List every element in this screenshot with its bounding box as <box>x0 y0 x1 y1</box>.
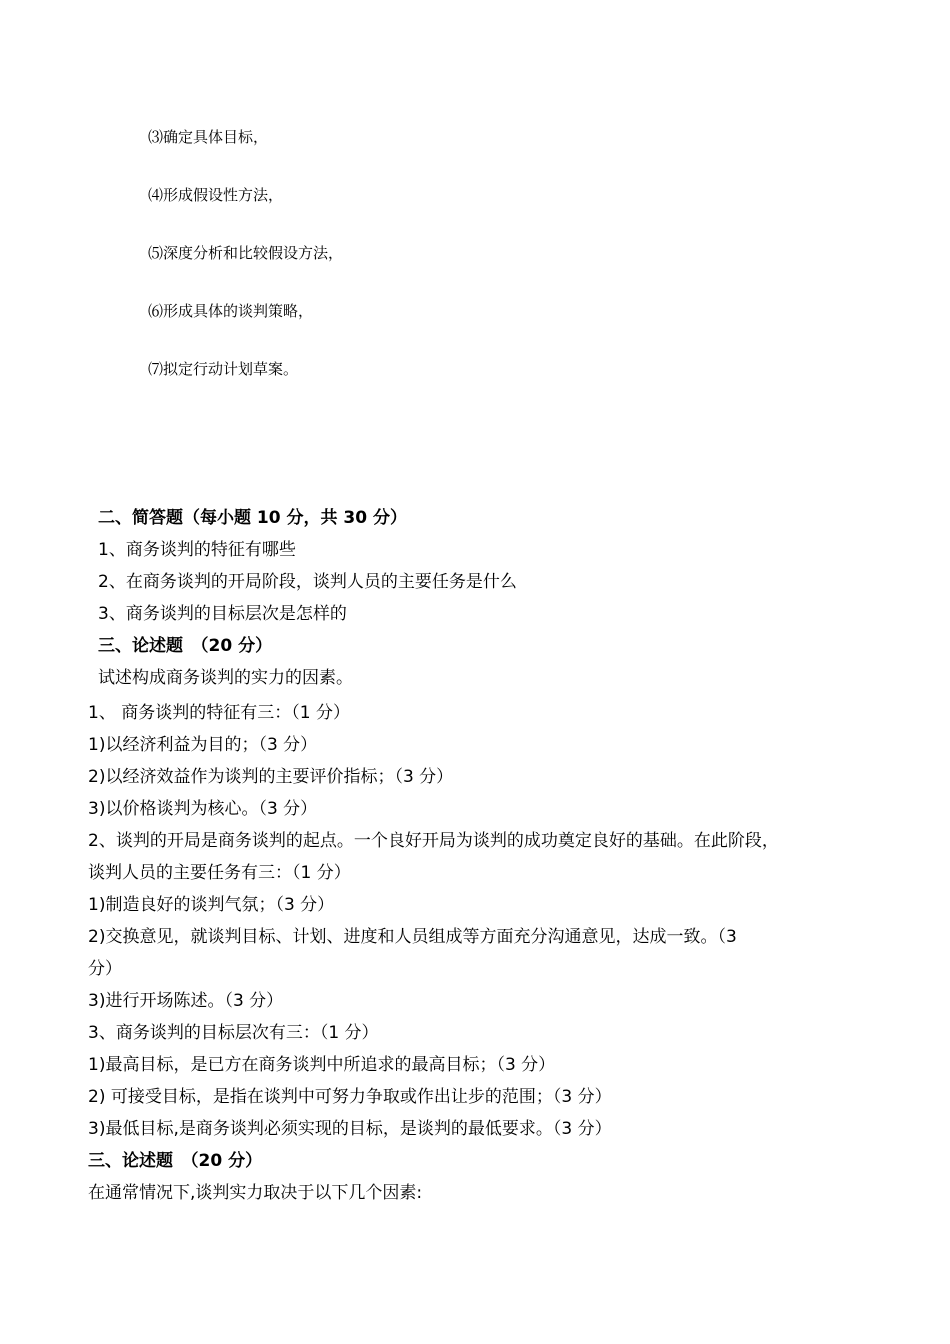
question-3: 3、商务谈判的目标层次是怎样的 <box>98 604 347 624</box>
answer-line: 3)进行开场陈述。（3 分） <box>88 991 284 1011</box>
question-2: 2、在商务谈判的开局阶段，谈判人员的主要任务是什么 <box>98 572 517 592</box>
section3-heading: 三、论述题 （20 分） <box>98 636 273 656</box>
step-7: ⑺拟定行动计划草案。 <box>148 360 299 378</box>
answer-line: 谈判人员的主要任务有三：（1 分） <box>88 863 351 883</box>
answer-line: 2、谈判的开局是商务谈判的起点。一个良好开局为谈判的成功奠定良好的基础。在此阶段， <box>88 831 779 851</box>
section3-question: 试述构成商务谈判的实力的因素。 <box>98 668 353 688</box>
answer-line: 2)以经济效益作为谈判的主要评价指标；（3 分） <box>88 767 454 787</box>
answer-section3-heading: 三、论述题 （20 分） <box>88 1151 263 1171</box>
answer-line: 1、 商务谈判的特征有三：（1 分） <box>88 703 350 723</box>
step-3: ⑶确定具体目标， <box>148 128 269 146</box>
answer-line: 分） <box>88 959 122 979</box>
answer-line: 2)交换意见，就谈判目标、计划、进度和人员组成等方面充分沟通意见，达成一致。（3 <box>88 927 737 947</box>
step-4: ⑷形成假设性方法， <box>148 186 284 204</box>
answer-line: 3)以价格谈判为核心。（3 分） <box>88 799 318 819</box>
question-1: 1、商务谈判的特征有哪些 <box>98 540 296 560</box>
answer-line: 1)最高目标，是已方在商务谈判中所追求的最高目标；（3 分） <box>88 1055 556 1075</box>
section2-heading: 二、简答题（每小题 10 分，共 30 分） <box>98 508 407 528</box>
answer-line: 1)制造良好的谈判气氛；（3 分） <box>88 895 335 915</box>
step-6: ⑹形成具体的谈判策略， <box>148 302 314 320</box>
answer-line: 2) 可接受目标，是指在谈判中可努力争取或作出让步的范围；（3 分） <box>88 1087 612 1107</box>
answer-line: 3、商务谈判的目标层次有三：（1 分） <box>88 1023 379 1043</box>
answer-section3-intro: 在通常情况下,谈判实力取决于以下几个因素: <box>88 1183 423 1203</box>
answer-line: 3)最低目标,是商务谈判必须实现的目标，是谈判的最低要求。（3 分） <box>88 1119 612 1139</box>
step-5: ⑸深度分析和比较假设方法， <box>148 244 344 262</box>
answer-line: 1)以经济利益为目的；（3 分） <box>88 735 318 755</box>
